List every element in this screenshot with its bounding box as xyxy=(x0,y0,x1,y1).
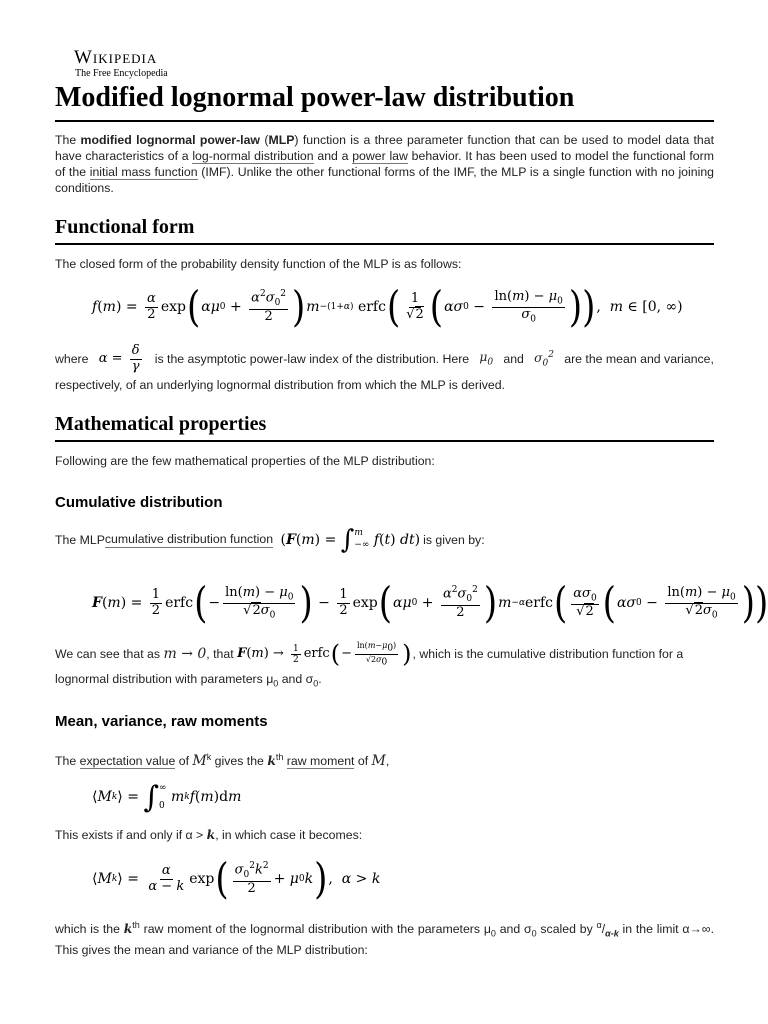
logo-tagline: The Free Encyclopedia xyxy=(75,68,168,79)
heading-mean-variance-raw-moments: Mean, variance, raw moments xyxy=(55,713,268,730)
link-log-normal-distribution[interactable]: log-normal distribution xyxy=(192,149,314,163)
link-raw-moment[interactable]: raw moment xyxy=(286,754,355,769)
moments-intro: The expectation value of $M^k$ gives the $k^{th}$ raw moment of M, xyxy=(55,752,390,770)
equation-moment-closed-form: ⟨ M k ⟩ = $\frac{\alpha}{\alpha - k}$ exp ( $\frac{\sigma_0^2k^2}{2}$ + μ 0 k ) , α > k xyxy=(92,854,381,904)
equation-pdf: f ( m ) = $\frac{\alpha}{2}$ exp ( αμ 0 + $\frac{\alpha^2\sigma_0^2}{2}$ ) m −(1+α) erfc ( $\frac{1}{√2}$ ( ασ 0 − $\frac{\ln(m) - \mu_0}{\sigma_0}$ )) , m ∈ [0, ∞) xyxy=(92,282,683,332)
cdf-limit-expression: F ( m ) → $\frac{1}{2}$ erfc ( − $\frac{\ln(m-\mu_0)}{√2\sigma_0}$ ) xyxy=(237,640,412,669)
equation-raw-moment: ⟨ M k ⟩ = ∫ ∞ 0 m k f ( m )d m xyxy=(92,779,242,815)
alpha-definition: α = $\frac{\delta}{\gamma}$ xyxy=(98,343,140,374)
cdf-definition: ( F ( m ) = ∫ m −∞ f ( t ) dt ) xyxy=(276,524,421,555)
link-expectation-value[interactable]: expectation value xyxy=(79,754,176,769)
sigma0-sq-symbol: $\sigma_0^2$ xyxy=(534,350,554,369)
bold-term-abbr: MLP xyxy=(268,133,295,147)
moments-final: which is the $k^{th}$ raw moment of the lognormal distribution with the parameters $\mu_0$ and $\sigma_0$ scaled by $^\alpha/_{\alpha-k}$ in the limit α→∞. This gives the mean and variance of the MLP distribution: xyxy=(55,920,714,957)
link-power-law[interactable]: power law xyxy=(352,149,408,163)
where-line-2: respectively, of an underlying lognormal distribution from which the MLP is derived. xyxy=(55,378,505,392)
functional-form-intro: The closed form of the probability density function of the MLP is as follows: xyxy=(55,257,462,271)
heading-functional-form: Functional form xyxy=(55,214,714,245)
cdf-limit-line: We can see that as m → 0 , that F ( m ) → $\frac{1}{2}$ erfc ( − $\frac{\ln(m-\mu_0)}{√2\sigma_0}$ ) , which is the cumulative distribution function for a xyxy=(55,640,684,669)
wikipedia-logo[interactable] xyxy=(74,48,168,80)
page-title: Modified lognormal power-law distribution xyxy=(55,80,714,122)
intro-paragraph: The modified lognormal power-law (MLP) function is a three parameter function that can be used to model data that have characteristics of a log-normal distribution and a power law behavior. It has been used to model the functional form of the initial mass function (IMF). Unlike the other functional forms of the IMF, the MLP is a single function with no joining conditions. xyxy=(55,133,715,195)
math-props-intro: Following are the few mathematical properties of the MLP distribution: xyxy=(55,454,435,468)
moments-exists: This exists if and only if α > k, in which case it becomes: xyxy=(55,827,363,842)
heading-mathematical-properties: Mathematical properties xyxy=(55,411,714,442)
cdf-limit-line-2: lognormal distribution with parameters $\mu_0$ and $\sigma_0$. xyxy=(55,672,322,689)
cdf-intro-line: The MLP cumulative distribution function ( F ( m ) = ∫ m −∞ f ( t ) dt ) is given by: xyxy=(55,524,485,555)
heading-cumulative-distribution: Cumulative distribution xyxy=(55,494,223,511)
equation-cdf: F ( m ) = $\frac{1}{2}$ erfc ( − $\frac{\ln(m) - \mu_0}{√2\sigma_0}$ ) − $\frac{1}{2}$ exp ( αμ 0 + $\frac{\alpha^2\sigma_0^2}{2}$ ) m −α erfc ( $\frac{\alpha\sigma_0}{√2}$ ( ασ 0 − $\frac{\ln(m) - \mu_0}{√2\sigma_0}$ )) xyxy=(92,578,768,628)
m-to-zero: m → 0 xyxy=(163,646,207,663)
link-cumulative-distribution-function[interactable]: cumulative distribution function xyxy=(104,532,274,547)
mu0-symbol: $\mu_0$ xyxy=(479,349,494,368)
where-line: where α = $\frac{\delta}{\gamma}$ is the asymptotic power-law index of the distribution. Here $\mu_0$ and $\sigma_0^2$ are the mean and variance, xyxy=(55,343,714,374)
link-initial-mass-function[interactable]: initial mass function xyxy=(89,165,198,179)
logo-wordmark: Wikipedia xyxy=(74,47,158,68)
bold-term-name: modified lognormal power-law xyxy=(80,133,261,147)
